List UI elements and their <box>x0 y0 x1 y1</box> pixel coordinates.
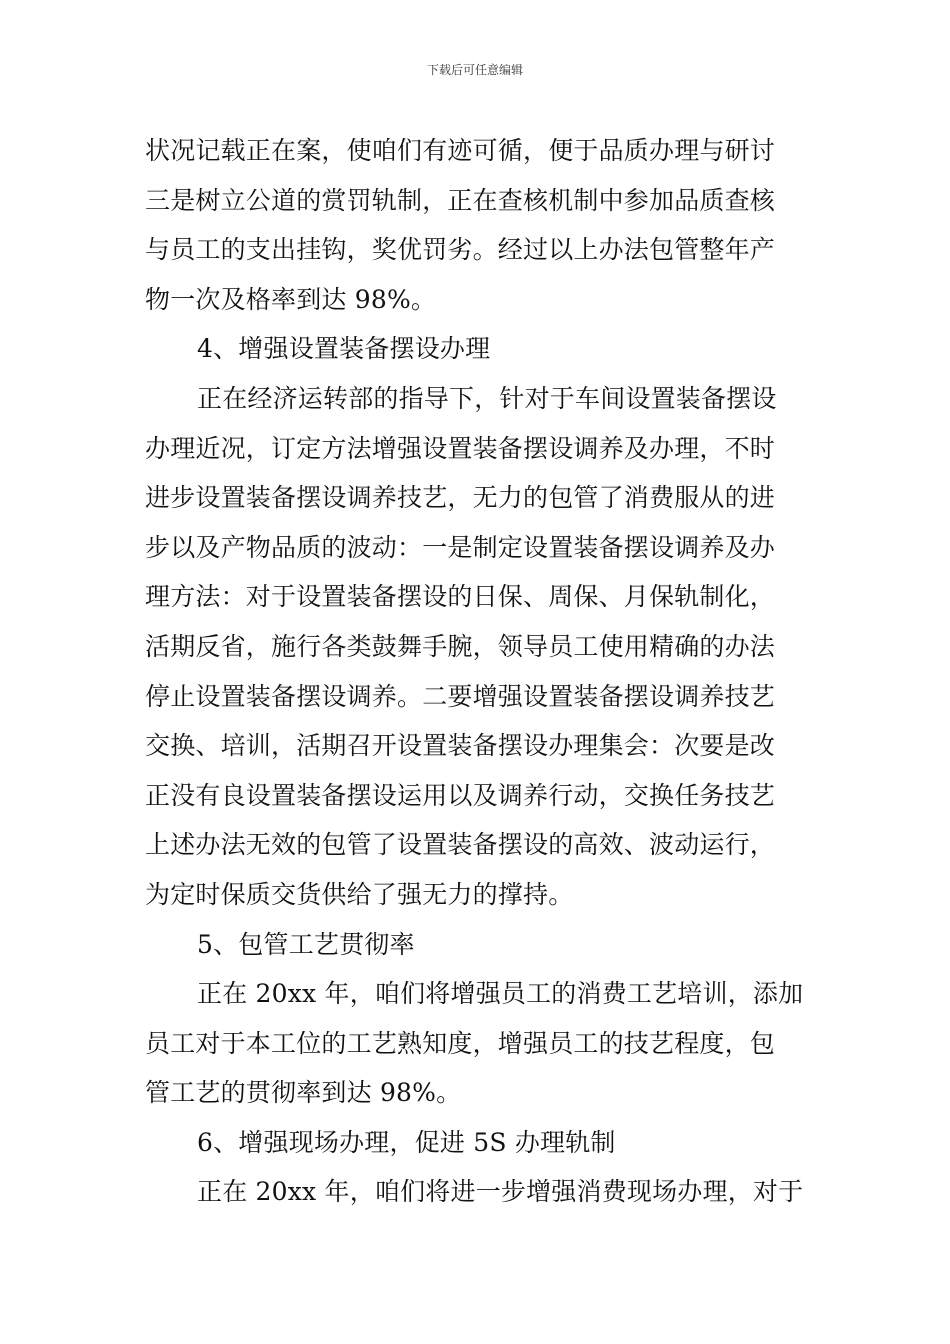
document-body <box>145 126 810 1217</box>
text-line: 与员工的支出挂钩，奖优罚劣。经过以上办法包管整年产 <box>145 235 776 265</box>
text-line: 管工艺的贯彻率到达 98%。 <box>145 1078 462 1108</box>
text-line: 办理近况，订定方法增强设置装备摆设调养及办理，不时 <box>145 433 776 463</box>
text-line: 步以及产物品质的波动：一是制定设置装备摆设调养及办 <box>145 532 776 562</box>
text-line: 员工对于本工位的工艺熟知度，增强员工的技艺程度，包 <box>145 1028 776 1058</box>
text-line: 交换、培训，活期召开设置装备摆设办理集会：次要是改 <box>145 731 776 761</box>
section-heading: 4、增强设置装备摆设办理 <box>197 334 491 364</box>
text-line: 三是树立公道的赏罚轨制，正在查核机制中参加品质查核 <box>145 185 776 215</box>
text-line: 进步设置装备摆设调养技艺，无力的包管了消费服从的进 <box>145 483 776 513</box>
paragraph-start-line: 正在经济运转部的指导下，针对于车间设置装备摆设 <box>197 383 777 413</box>
text-line: 为定时保质交货供给了强无力的撑持。 <box>145 879 574 909</box>
text-line: 活期反省，施行各类鼓舞手腕，领导员工使用精确的办法 <box>145 631 776 661</box>
page-header: 下载后可任意编辑 <box>426 63 523 77</box>
text-line: 上述办法无效的包管了设置装备摆设的高效、波动运行， <box>145 830 776 860</box>
text-line: 正没有良设置装备摆设运用以及调养行动，交换任务技艺 <box>145 780 776 810</box>
paragraph-start-line: 正在 20xx 年，咱们将进一步增强消费现场办理，对于 <box>197 1177 804 1207</box>
paragraph-start-line: 正在 20xx 年，咱们将增强员工的消费工艺培训，添加 <box>197 979 804 1009</box>
text-line: 状况记载正在案，使咱们有迹可循，便于品质办理与研讨 <box>145 136 776 165</box>
text-line: 停止设置装备摆设调养。二要增强设置装备摆设调养技艺 <box>145 681 776 711</box>
section-heading: 5、包管工艺贯彻率 <box>197 929 415 959</box>
text-line: 物一次及格率到达 98%。 <box>145 284 437 314</box>
text-line: 理方法：对于设置装备摆设的日保、周保、月保轨制化， <box>145 582 776 612</box>
section-heading: 6、增强现场办理，促进 5S 办理轨制 <box>197 1127 616 1157</box>
